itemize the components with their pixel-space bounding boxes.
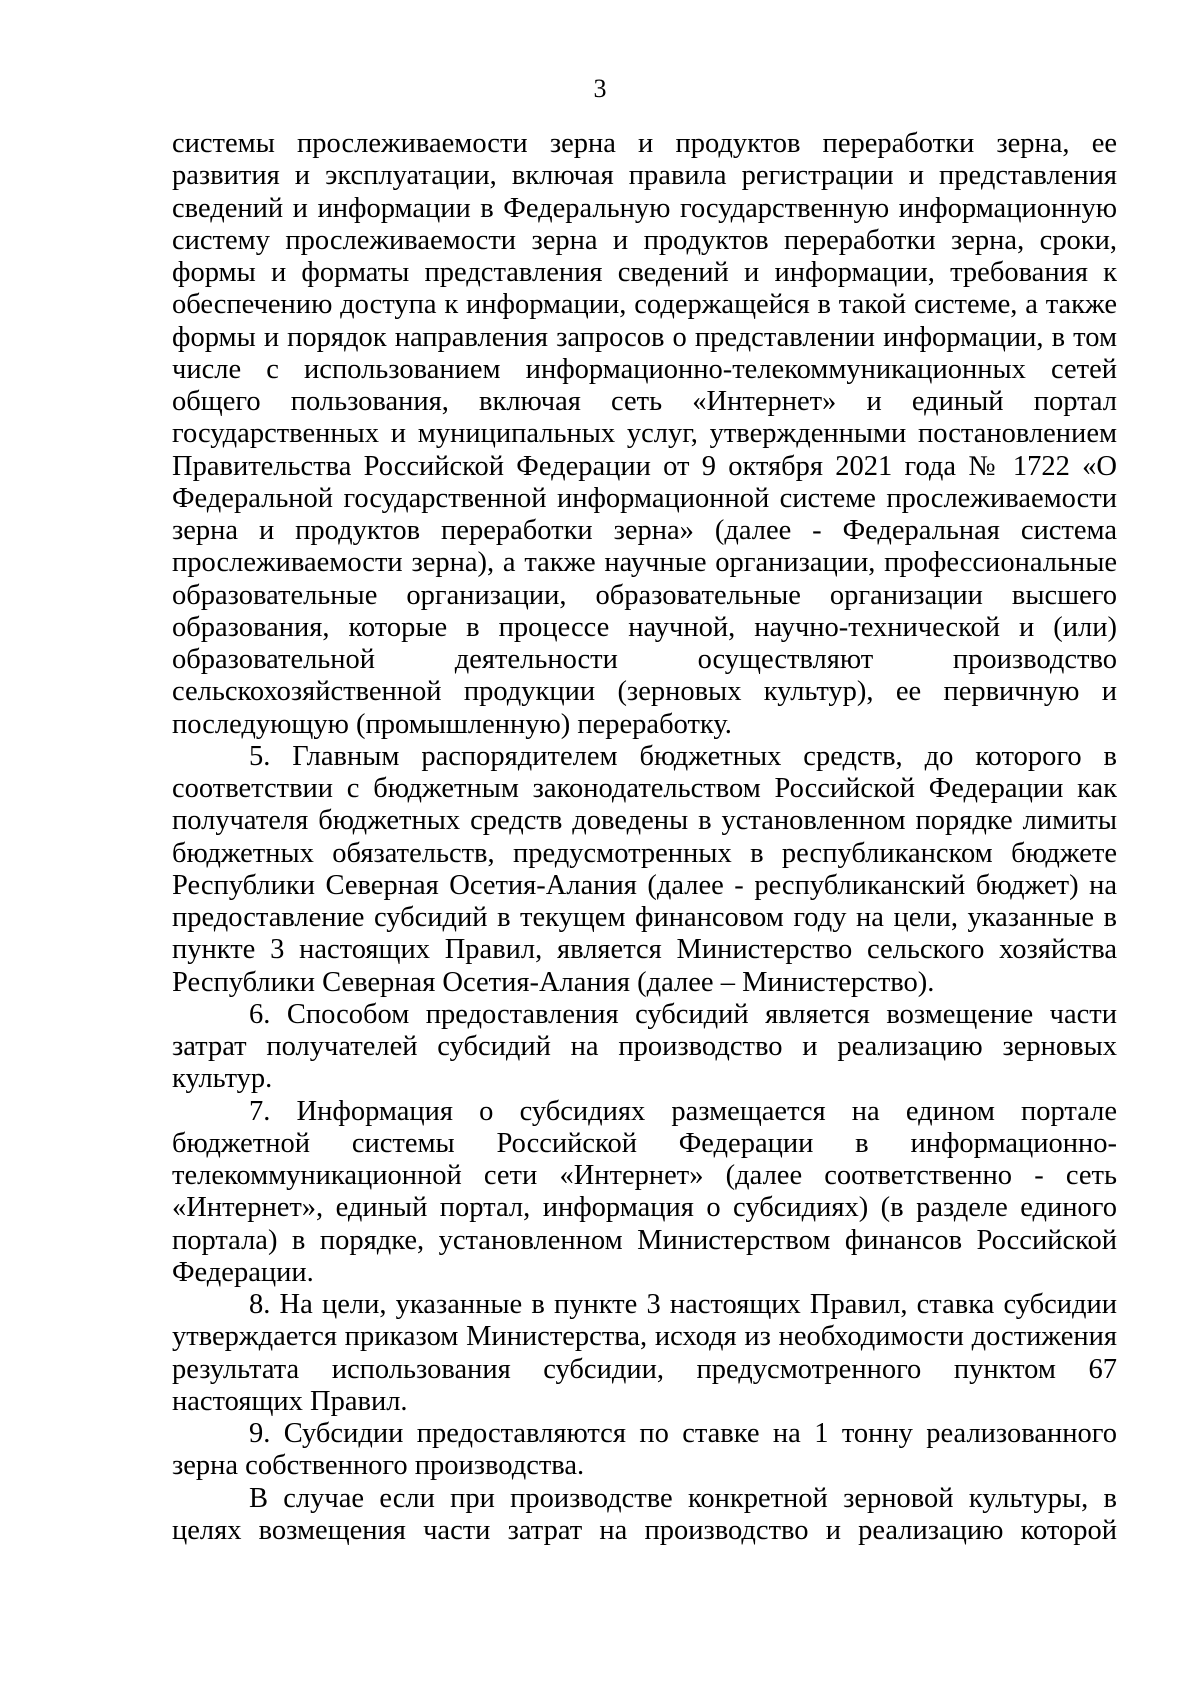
page-number: 3 <box>593 74 607 103</box>
text-line: Федерации. <box>172 1256 314 1288</box>
text-line: Правительства Российской Федерации от 9 октября 2021 года № 1722 «О <box>172 450 1117 482</box>
text-line: настоящих Правил. <box>172 1385 408 1417</box>
text-line: государственных и муниципальных услуг, утвержденными постановлением <box>172 418 1117 450</box>
text-line: развития и эксплуатации, включая правила регистрации и представления <box>172 160 1117 192</box>
text-line: формы и порядок направления запросов о представлении информации, в том <box>172 321 1117 353</box>
text-line: бюджетных обязательств, предусмотренных в республиканском бюджете <box>172 837 1117 869</box>
text-line: образовательной деятельности осуществляют производство <box>172 644 1117 675</box>
text-line: 9. Субсидии предоставляются по ставке на 1 тонну реализованного <box>249 1418 1117 1449</box>
text-line: целях возмещения части затрат на производство и реализацию которой <box>172 1514 1117 1546</box>
text-line: образования, которые в процессе научной, научно-технической и (или) <box>172 611 1117 643</box>
text-line: пункте 3 настоящих Правил, является Министерство сельского хозяйства <box>172 934 1117 966</box>
text-line: формы и форматы представления сведений и информации, требования к <box>172 257 1117 288</box>
text-line: предоставление субсидий в текущем финансовом году на цели, указанные в <box>172 902 1117 933</box>
text-line: последующую (промышленную) переработку. <box>172 708 732 740</box>
text-line: Республики Северная Осетия-Алания (далее – Министерство). <box>172 966 935 998</box>
text-line: Республики Северная Осетия-Алания (далее - республиканский бюджет) на <box>172 869 1117 901</box>
text-line: «Интернет», единый портал, информация о субсидиях) (в разделе единого <box>172 1192 1117 1224</box>
text-line: 8. На цели, указанные в пункте 3 настоящих Правил, ставка субсидии <box>249 1289 1117 1320</box>
text-line: затрат получателей субсидий на производство и реализацию зерновых <box>172 1031 1117 1062</box>
text-line: получателя бюджетных средств доведены в установленном порядке лимиты <box>172 805 1117 837</box>
text-line: системы прослеживаемости зерна и продуктов переработки зерна, ее <box>172 128 1117 159</box>
text-line: зерна и продуктов переработки зерна» (далее - Федеральная система <box>172 515 1117 546</box>
document-body <box>172 128 1117 1547</box>
text-line: 7. Информация о субсидиях размещается на едином портале <box>249 1095 1117 1127</box>
text-line: В случае если при производстве конкретной зерновой культуры, в <box>249 1482 1117 1514</box>
text-line: соответствии с бюджетным законодательством Российской Федерации как <box>172 773 1117 804</box>
text-line: утверждается приказом Министерства, исходя из необходимости достижения <box>172 1321 1117 1353</box>
text-line: прослеживаемости зерна), а также научные организации, профессиональные <box>172 547 1117 579</box>
text-line: зерна собственного производства. <box>172 1450 585 1482</box>
text-line: образовательные организации, образовательные организации высшего <box>172 579 1117 611</box>
text-line: 6. Способом предоставления субсидий является возмещение части <box>249 998 1117 1030</box>
text-line: культур. <box>172 1063 273 1095</box>
text-line: портала) в порядке, установленном Министерством финансов Российской <box>172 1224 1117 1256</box>
text-line: результата использования субсидии, предусмотренного пунктом 67 <box>172 1353 1117 1385</box>
text-line: сельскохозяйственной продукции (зерновых культур), ее первичную и <box>172 676 1117 708</box>
text-line: телекоммуникационной сети «Интернет» (далее соответственно - сеть <box>172 1160 1117 1191</box>
text-line: Федеральной государственной информационной системе прослеживаемости <box>172 482 1117 514</box>
text-line: общего пользования, включая сеть «Интернет» и единый портал <box>172 386 1117 417</box>
text-line: обеспечению доступа к информации, содержащейся в такой системе, а также <box>172 289 1117 321</box>
text-line: сведений и информации в Федеральную государственную информационную <box>172 192 1117 224</box>
text-line: бюджетной системы Российской Федерации в информационно- <box>172 1127 1117 1159</box>
text-line: систему прослеживаемости зерна и продуктов переработки зерна, сроки, <box>172 224 1117 256</box>
text-line: 5. Главным распорядителем бюджетных средств, до которого в <box>249 740 1117 772</box>
text-line: числе с использованием информационно-телекоммуникационных сетей <box>172 353 1117 385</box>
